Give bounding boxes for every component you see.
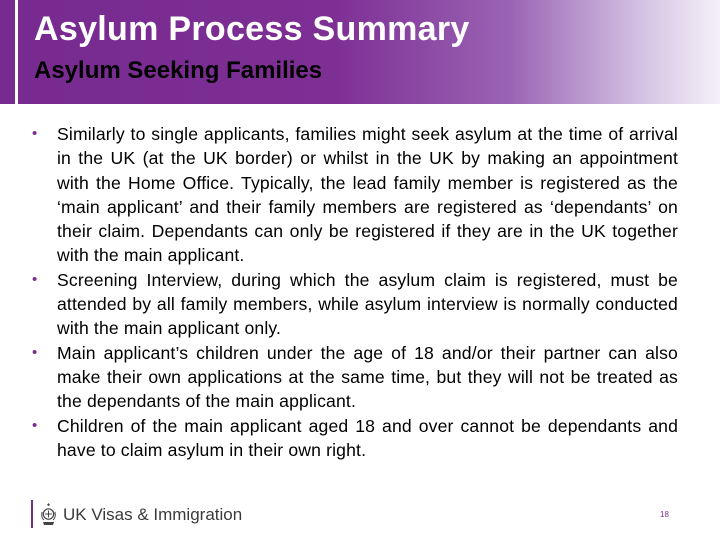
page-number: 18 [660,510,669,519]
slide-body [32,122,678,462]
bullet-item [32,268,678,341]
slide-subtitle: Asylum Seeking Families [34,57,323,84]
slide-title: Asylum Process Summary [34,10,470,48]
royal-crest-icon [40,502,57,526]
bullet-icon: • [32,343,38,361]
bullet-item [32,341,678,414]
bullet-list [32,122,678,462]
header-left-band [0,0,15,104]
brand-name: UK Visas & Immigration [63,505,243,524]
bullet-text: Screening Interview, during which the asylum claim is registered, must be attended by all family members, while asylum interview is normally conducted with the main applicant only. [57,269,678,339]
bullet-item [32,414,678,463]
bullet-item [32,122,678,268]
bullet-icon: • [32,125,38,142]
bullet-text: Main applicant’s children under the age of 18 and/or their partner can also make their own applications at the same time, but they will not be treated as the dependants of the main applicant. [57,342,678,412]
bullet-icon: • [32,270,38,288]
bullet-icon: • [32,416,38,434]
bullet-text: Similarly to single applicants, families might seek asylum at the time of arrival in the UK (at the UK border) or whilst in the UK by making an appointment with the Home Office. Typically, the lead family member is registered as the ‘main applicant’ and their family members are registered as ‘dependants’ on their claim. Dependants can only be registered if they are in the UK together with the main applicant. [57,124,678,266]
footer-divider [31,500,33,528]
bullet-text: Children of the main applicant aged 18 and over cannot be dependants and have to claim asylum in their own right. [57,415,678,460]
